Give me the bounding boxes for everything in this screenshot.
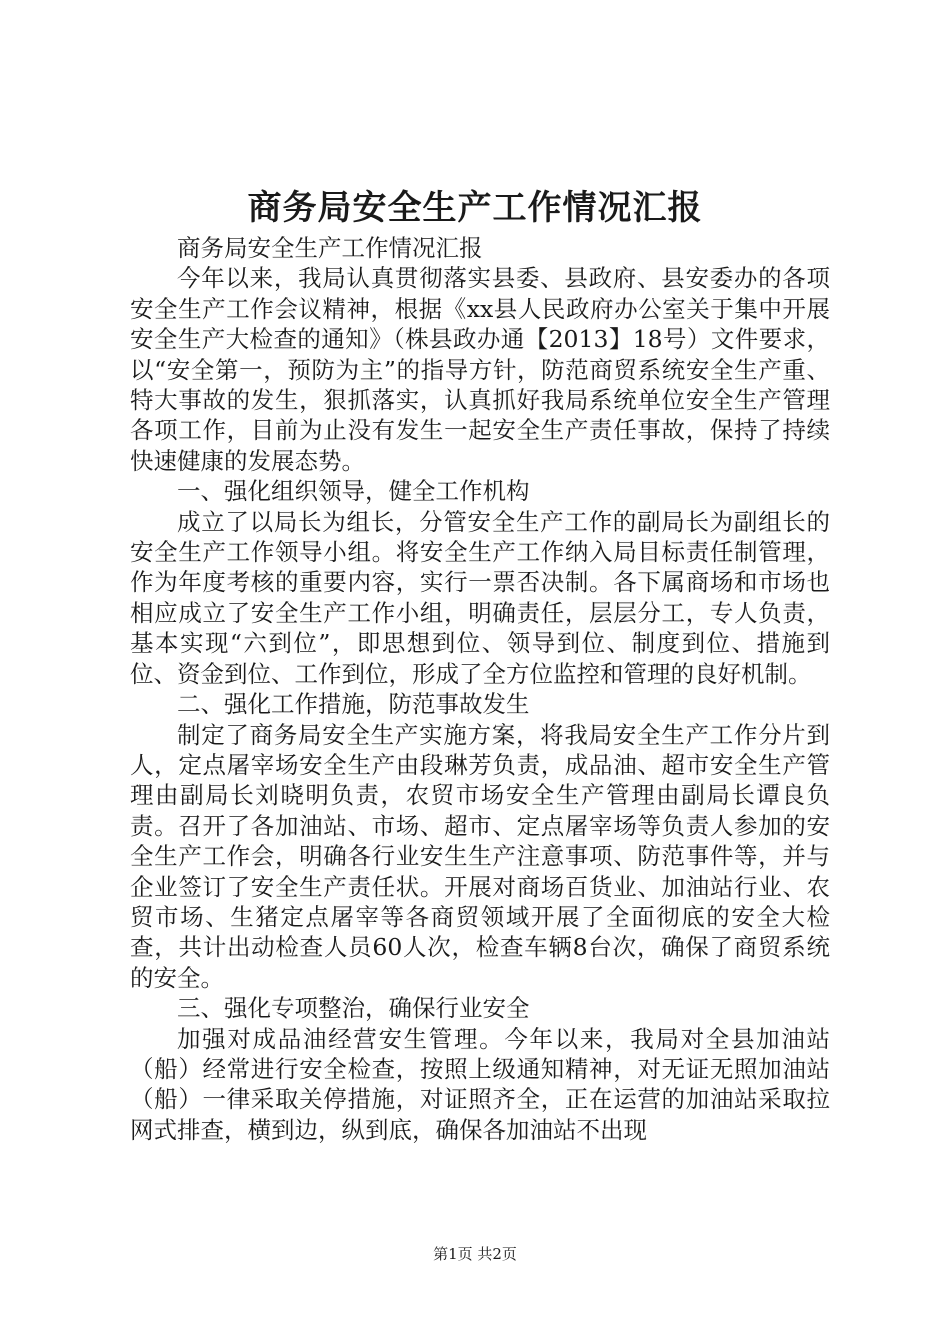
- section-heading-2: 二、强化工作措施，防范事故发生: [177, 690, 530, 719]
- page-number-footer: 第1页 共2页: [433, 1245, 517, 1263]
- document-title: 商务局安全生产工作情况汇报: [247, 188, 703, 228]
- paragraph-section-3: 加强对成品油经营安生管理。今年以来，我局对全县加油站（船）经常进行安全检查，按照上级通知精神，对无证无照加油站（船）一律采取关停措施，对证照齐全，正在运营的加油站采取拉网式排查，横到边，纵到底，确保各加油站不出现: [130, 1024, 830, 1144]
- document-body: [130, 233, 830, 1145]
- paragraph-section-2: 制定了商务局安全生产实施方案，将我局安全生产工作分片到人，定点屠宰场安全生产由段琳芳负责，成品油、超市安全生产管理由副局长刘晓明负责，农贸市场安全生产管理由副局长谭良负责。召开了各加油站、市场、超市、定点屠宰场等负责人参加的安全生产工作会，明确各行业安生生产注意事项、防范事件等，并与企业签订了安全生产责任状。开展对商场百货业、加油站行业、农贸市场、生猪定点屠宰等各商贸领域开展了全面彻底的安全大检查，共计出动检查人员60人次，检查车辆8台次，确保了商贸系统的安全。: [130, 720, 830, 992]
- paragraph-section-1: 成立了以局长为组长，分管安全生产工作的副局长为副组长的安全生产工作领导小组。将安全生产工作纳入局目标责任制管理，作为年度考核的重要内容，实行一票否决制。各下属商场和市场也相应成立了安全生产工作小组，明确责任，层层分工，专人负责，基本实现“六到位”，即思想到位、领导到位、制度到位、措施到位、资金到位、工作到位，形成了全方位监控和管理的良好机制。: [130, 507, 830, 688]
- paragraph-heading-repeat: 商务局安全生产工作情况汇报: [177, 234, 483, 262]
- section-heading-3: 三、强化专项整治，确保行业安全: [177, 994, 530, 1023]
- section-heading-1: 一、强化组织领导，健全工作机构: [177, 477, 530, 506]
- paragraph-intro: 今年以来，我局认真贯彻落实县委、县政府、县安委办的各项安全生产工作会议精神，根据《xx县人民政府办公室关于集中开展安全生产大检查的通知》（株县政办通【2013】18号）文件要求，以“安全第一，预防为主”的指导方针，防范商贸系统安全生产重、特大事故的发生，狠抓落实，认真抓好我局系统单位安全生产管理各项工作，目前为止没有发生一起安全生产责任事故，保持了持续快速健康的发展态势。: [130, 264, 830, 475]
